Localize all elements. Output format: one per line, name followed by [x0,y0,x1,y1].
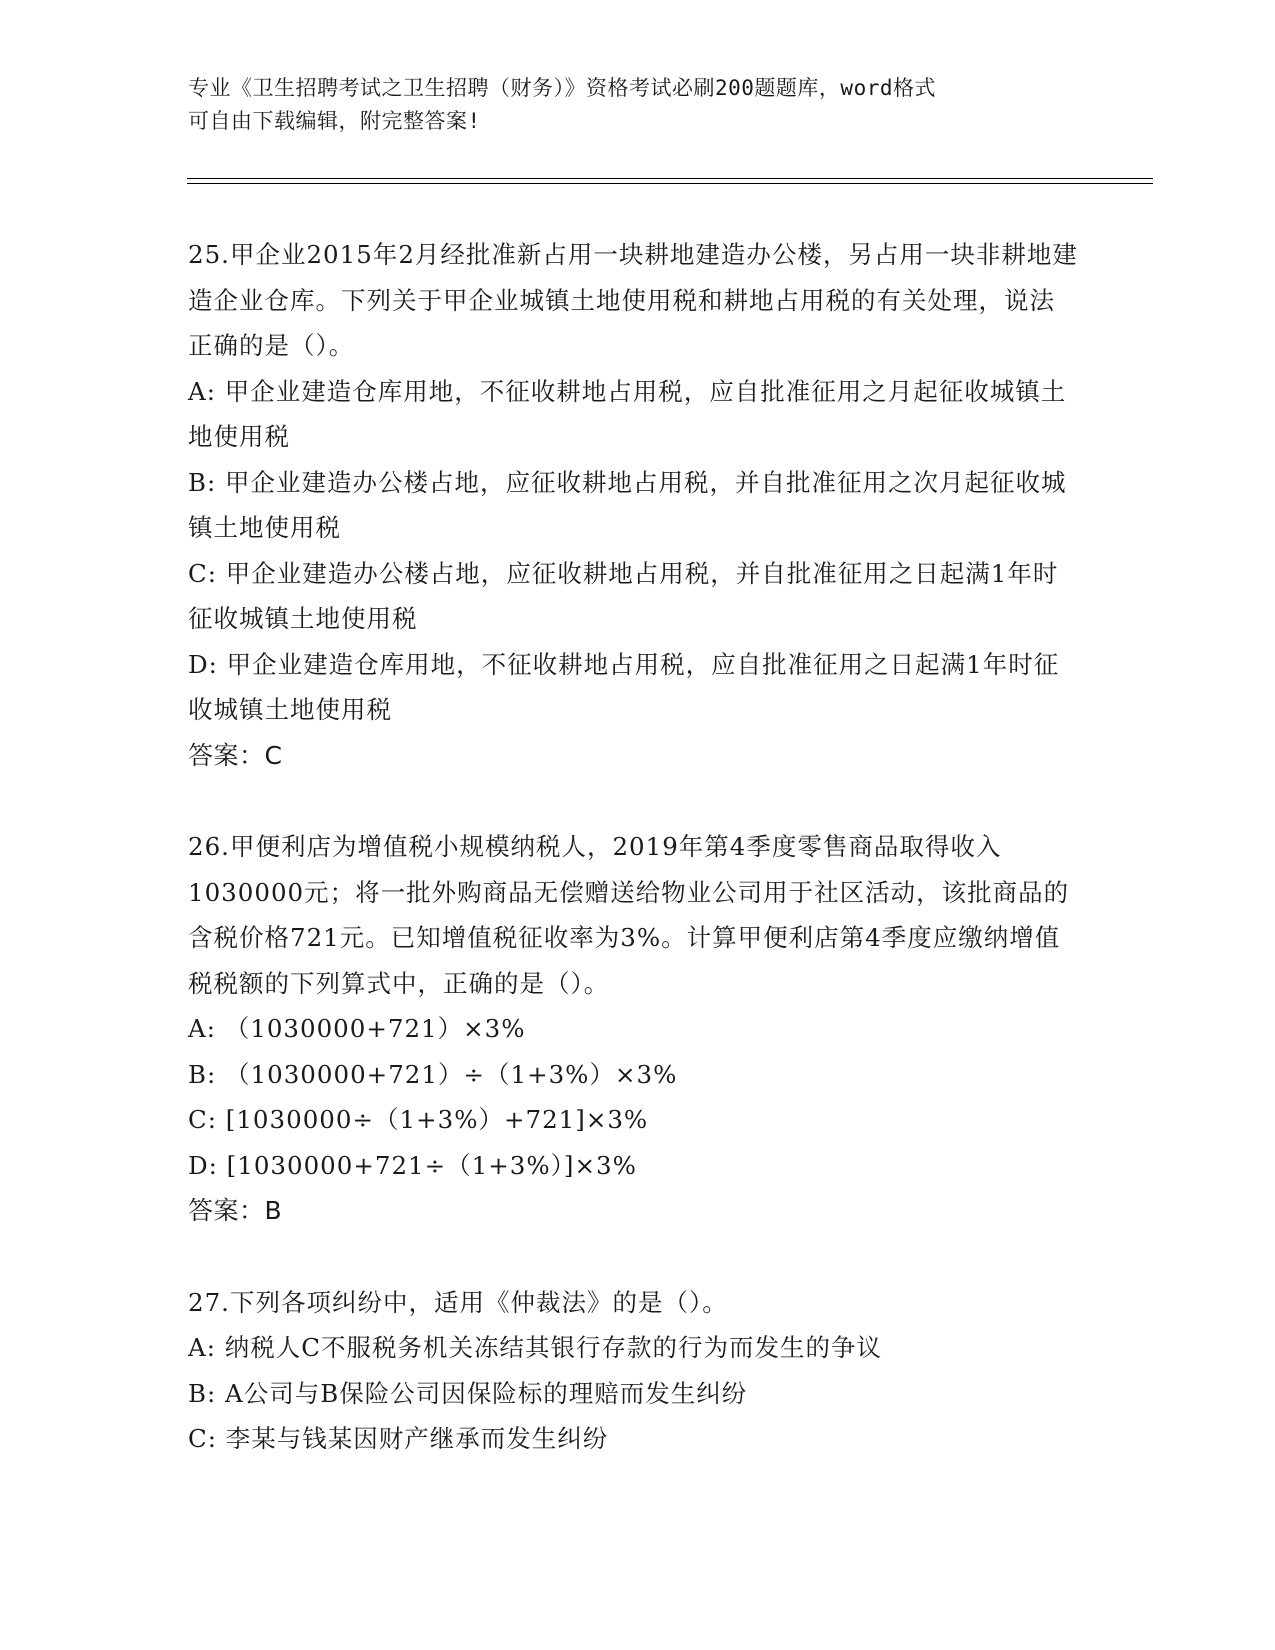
header-divider-top [187,178,1153,179]
document-header [188,72,1068,138]
option-a: A: （1030000+721）×3% [188,1014,526,1043]
option-d: D: 甲企业建造仓库用地，不征收耕地占用税，应自批准征用之日起满1年时征收城镇土地使用税 [188,649,1060,724]
option-b: B: （1030000+721）÷（1+3%）×3% [188,1059,678,1089]
option-b: B: A公司与B保险公司因保险标的理赔而发生纠纷 [188,1378,748,1408]
header-divider-bottom [187,183,1153,184]
question-stem: 26.甲便利店为增值税小规模纳税人，2019年第4季度零售商品取得收入1030000元；将一批外购商品无偿赠送给物业公司用于社区活动，该批商品的含税价格721元。已知增值税征收率为3%。计算甲便利店第4季度应缴纳增值税税额的下列算式中，正确的是（）。 [188,832,1070,998]
option-c: C: 李某与钱某因财产继承而发生纠纷 [188,1424,609,1453]
option-a: A: 纳税人C不服税务机关冻结其银行存款的行为而发生的争议 [188,1333,882,1362]
option-c: C: 甲企业建造办公楼占地，应征收耕地占用税，并自批准征用之日起满1年时征收城镇土地使用税 [188,558,1059,633]
question-25 [188,232,1078,778]
option-d: D: [1030000+721÷（1+3%）]×3% [188,1150,637,1180]
question-stem: 27.下列各项纠纷中，适用《仲裁法》的是（）。 [188,1287,728,1317]
question-26 [188,824,1078,1234]
question-stem: 25.甲企业2015年2月经批准新占用一块耕地建造办公楼，另占用一块非耕地建造企业仓库。下列关于甲企业城镇土地使用税和耕地占用税的有关处理，说法正确的是（）。 [188,240,1078,360]
header-line-2: 可自由下载编辑，附完整答案! [188,109,481,133]
question-list [188,232,1078,1508]
option-b: B: 甲企业建造办公楼占地，应征收耕地占用税，并自批准征用之次月起征收城镇土地使用税 [188,467,1067,542]
option-c: C: [1030000÷（1+3%）+721]×3% [188,1105,649,1134]
answer-label: 答案：B [188,1196,283,1225]
header-line-1: 专业《卫生招聘考试之卫生招聘（财务）》资格考试必刷200题题库，word格式 [188,76,936,100]
option-a: A: 甲企业建造仓库用地，不征收耕地占用税，应自批准征用之月起征收城镇土地使用税 [188,376,1067,451]
question-27 [188,1280,1078,1462]
answer-label: 答案：C [188,740,283,770]
